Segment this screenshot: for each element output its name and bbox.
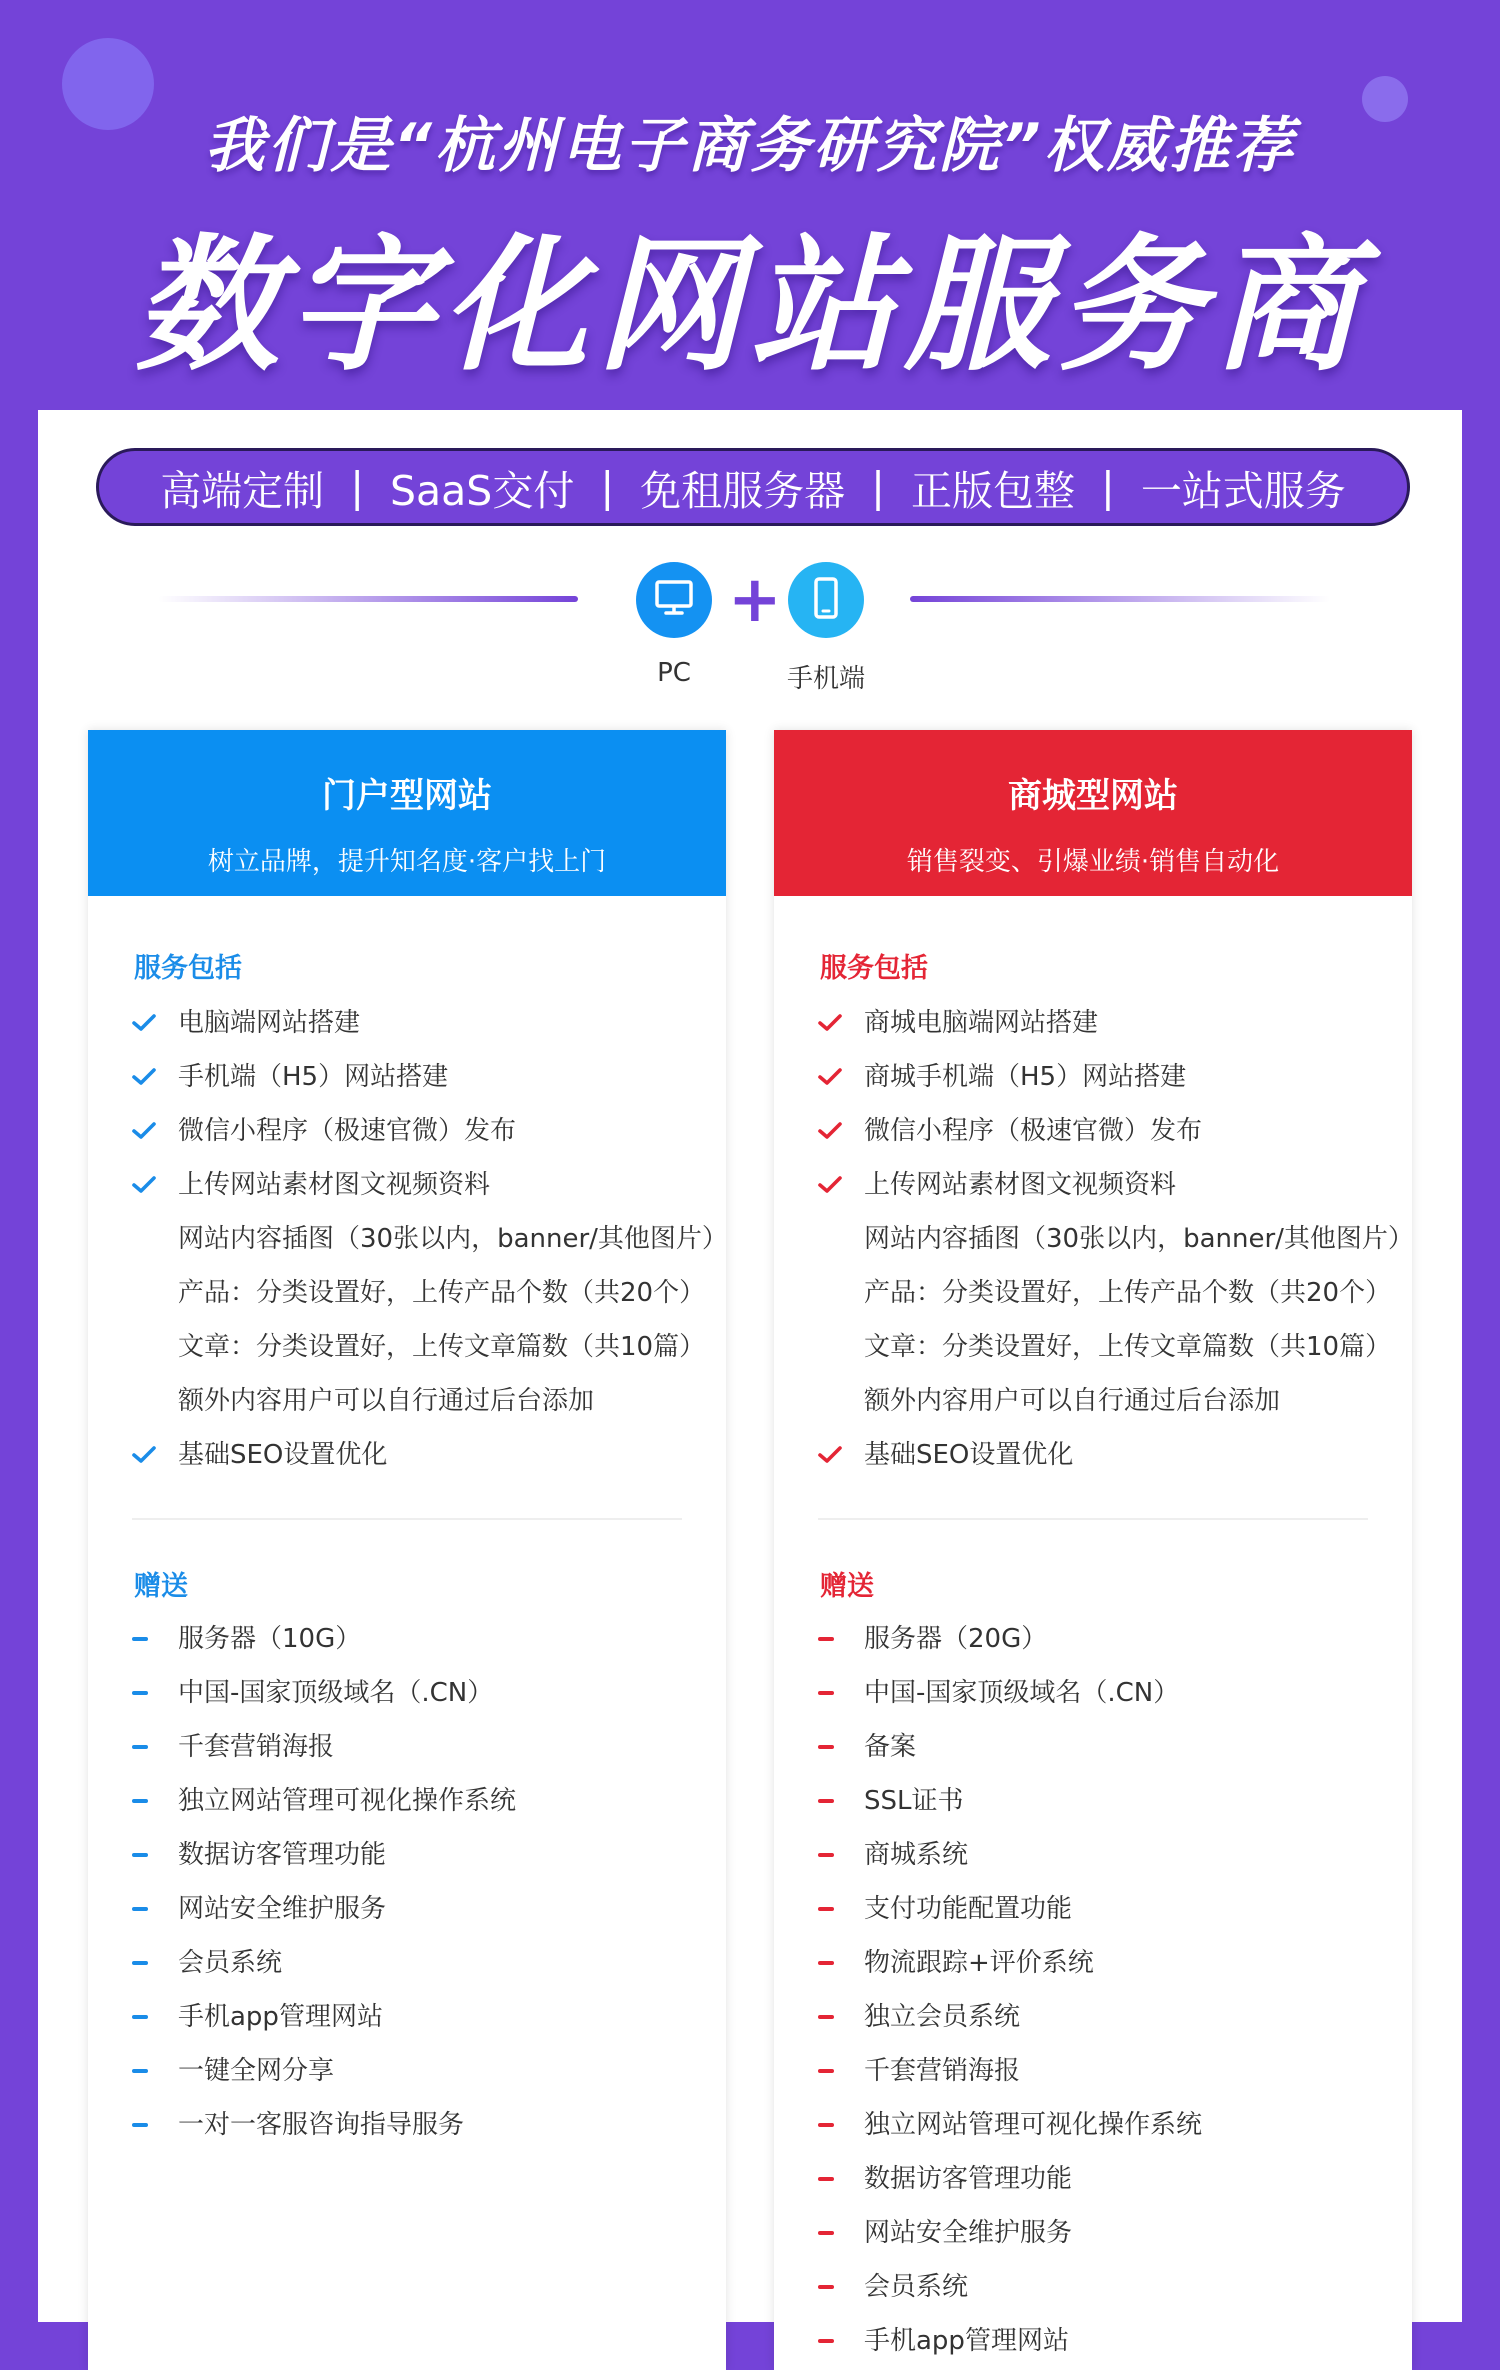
gift-item-text: 独立网站管理可视化操作系统: [178, 1786, 517, 1816]
gift-item-text: 数据访客管理功能: [178, 1840, 387, 1870]
gift-item: [132, 1612, 712, 1666]
service-item: [818, 1428, 1398, 1482]
dash-icon: [132, 2098, 162, 2152]
gift-item: [818, 1720, 1398, 1774]
gift-item: [818, 2044, 1398, 2098]
dash-mark: [818, 2069, 834, 2073]
gift-item: [132, 1720, 712, 1774]
dash-icon: [132, 2044, 162, 2098]
gift-item: [818, 1774, 1398, 1828]
gift-item-text: 独立网站管理可视化操作系统: [864, 2110, 1203, 2140]
gift-item-text: 独立会员系统: [864, 2002, 1021, 2032]
gift-item: [132, 2044, 712, 2098]
gift-item-text: 支付功能配置功能: [864, 1894, 1073, 1924]
dash-mark: [818, 2015, 834, 2019]
service-item-text: 手机端（H5）网站搭建: [178, 1062, 449, 1092]
dash-mark: [818, 2285, 834, 2289]
monitor-icon: [654, 579, 694, 621]
gift-item: [818, 1882, 1398, 1936]
gift-item-text: SSL证书: [864, 1786, 964, 1816]
mall-card-header: [774, 730, 1412, 896]
gift-item-text: 会员系统: [864, 2272, 969, 2302]
service-item-text: 产品：分类设置好，上传产品个数（共20个）: [178, 1278, 706, 1308]
gift-item-text: 千套营销海报: [864, 2056, 1021, 2086]
dash-mark: [132, 1745, 148, 1749]
dash-icon: [132, 1666, 162, 1720]
mall-gifts-list: [818, 1612, 1398, 2368]
gift-item: [818, 2098, 1398, 2152]
service-item: [132, 996, 712, 1050]
dash-mark: [818, 2123, 834, 2127]
checkmark-icon: [132, 1050, 162, 1104]
dash-icon: [818, 1990, 848, 2044]
service-item: [132, 1374, 712, 1428]
service-item: [818, 1158, 1398, 1212]
gift-item-text: 一键全网分享: [178, 2056, 335, 2086]
dash-icon: [132, 1990, 162, 2044]
service-item: [818, 1266, 1398, 1320]
mobile-label: 手机端: [786, 664, 865, 694]
dash-mark: [132, 2015, 148, 2019]
dash-icon: [818, 1936, 848, 1990]
dash-icon: [132, 1936, 162, 1990]
gift-item: [818, 2260, 1398, 2314]
checkmark-icon: [132, 996, 162, 1050]
portal-website-card: [88, 730, 726, 2370]
dash-mark: [818, 1853, 834, 1857]
dash-mark: [132, 2123, 148, 2127]
gift-item-text: 会员系统: [178, 1948, 283, 1978]
dash-icon: [818, 1612, 848, 1666]
portal-services-heading: 服务包括: [134, 953, 242, 984]
service-item: [132, 1320, 712, 1374]
service-item: [132, 1050, 712, 1104]
portal-card-header: [88, 730, 726, 896]
gift-item: [818, 1990, 1398, 2044]
gift-item: [818, 2206, 1398, 2260]
service-item: [818, 1104, 1398, 1158]
mobile-device-badge: [788, 562, 864, 638]
dash-icon: [818, 1720, 848, 1774]
dash-mark: [818, 2339, 834, 2343]
checkmark-icon: [818, 1428, 848, 1482]
gift-item-text: 千套营销海报: [178, 1732, 335, 1762]
checkmark-icon: [132, 1104, 162, 1158]
service-item: [818, 1320, 1398, 1374]
service-item-text: 额外内容用户可以自行通过后台添加: [178, 1386, 595, 1416]
plus-sign: +: [728, 563, 782, 637]
gift-item-text: 手机app管理网站: [864, 2326, 1069, 2356]
gift-item: [132, 2098, 712, 2152]
mall-gifts-heading: 赠送: [820, 1571, 874, 1602]
dash-icon: [818, 1774, 848, 1828]
gift-item: [818, 2152, 1398, 2206]
checkmark-icon: [818, 1104, 848, 1158]
service-item-text: 网站内容插图（30张以内，banner/其他图片）: [178, 1224, 728, 1254]
gift-item-text: 中国-国家顶级域名（.CN）: [864, 1678, 1180, 1708]
dash-icon: [132, 1828, 162, 1882]
feature-item: 正版包整: [910, 466, 1075, 515]
service-item-text: 商城电脑端网站搭建: [864, 1008, 1099, 1038]
gift-item-text: 中国-国家顶级域名（.CN）: [178, 1678, 494, 1708]
dash-icon: [818, 2098, 848, 2152]
hero-title: 数字化网站服务商: [134, 221, 1366, 391]
checkmark-icon: [818, 1158, 848, 1212]
mall-website-card: [774, 730, 1412, 2370]
dash-mark: [818, 1907, 834, 1911]
dash-icon: [818, 1828, 848, 1882]
decorative-line-left: [158, 596, 578, 602]
checkmark-icon: [132, 1158, 162, 1212]
service-item-text: 文章：分类设置好，上传文章篇数（共10篇）: [178, 1332, 706, 1362]
feature-separator: |: [600, 463, 615, 511]
portal-card-title: 门户型网站: [322, 776, 492, 816]
content-panel: [38, 410, 1462, 2356]
gift-item: [132, 1990, 712, 2044]
portal-card-tagline: 树立品牌，提升知名度·客户找上门: [207, 847, 607, 877]
dash-mark: [818, 1691, 834, 1695]
gift-item: [818, 2314, 1398, 2368]
service-item: [132, 1158, 712, 1212]
dash-icon: [818, 2260, 848, 2314]
dash-mark: [132, 1853, 148, 1857]
dash-mark: [818, 1961, 834, 1965]
feature-item: 一站式服务: [1140, 466, 1346, 515]
dash-icon: [818, 1666, 848, 1720]
phone-icon: [811, 577, 841, 623]
service-item: [132, 1428, 712, 1482]
gift-item: [132, 1936, 712, 1990]
features-bar: [96, 448, 1410, 526]
feature-item: SaaS交付: [390, 466, 575, 515]
gift-item: [818, 1666, 1398, 1720]
gift-item-text: 服务器（20G）: [864, 1624, 1048, 1654]
dash-mark: [132, 2069, 148, 2073]
feature-separator: |: [350, 463, 365, 511]
checkmark-icon: [818, 996, 848, 1050]
service-item-text: 网站内容插图（30张以内，banner/其他图片）: [864, 1224, 1414, 1254]
gift-item: [818, 1612, 1398, 1666]
feature-separator: |: [871, 463, 885, 511]
dash-mark: [132, 1691, 148, 1695]
gift-item: [818, 1936, 1398, 1990]
service-item-text: 产品：分类设置好，上传产品个数（共20个）: [864, 1278, 1392, 1308]
feature-separator: |: [1100, 463, 1115, 511]
gift-item: [132, 1828, 712, 1882]
dash-mark: [818, 1745, 834, 1749]
dash-icon: [818, 1882, 848, 1936]
service-item: [132, 1266, 712, 1320]
gift-item-text: 服务器（10G）: [178, 1624, 362, 1654]
service-item: [818, 996, 1398, 1050]
service-item-text: 基础SEO设置优化: [178, 1440, 388, 1470]
service-item: [132, 1104, 712, 1158]
pc-label: PC: [657, 658, 691, 688]
service-item: [818, 1212, 1414, 1266]
dash-icon: [818, 2044, 848, 2098]
gift-item-text: 数据访客管理功能: [864, 2164, 1073, 2194]
service-item-text: 基础SEO设置优化: [864, 1440, 1074, 1470]
dash-icon: [818, 2314, 848, 2368]
gift-item-text: 网站安全维护服务: [864, 2218, 1073, 2248]
gift-item: [132, 1774, 712, 1828]
service-item-text: 额外内容用户可以自行通过后台添加: [864, 1386, 1281, 1416]
gift-item: [132, 1882, 712, 1936]
feature-item: 高端定制: [160, 466, 325, 515]
dash-icon: [132, 1882, 162, 1936]
section-divider: [818, 1518, 1368, 1520]
dash-mark: [132, 1907, 148, 1911]
dash-icon: [818, 2206, 848, 2260]
dash-mark: [818, 1637, 834, 1641]
dash-icon: [132, 1774, 162, 1828]
gift-item-text: 物流跟踪+评价系统: [864, 1948, 1094, 1978]
gift-item-text: 一对一客服咨询指导服务: [178, 2110, 465, 2140]
dash-mark: [818, 2177, 834, 2181]
service-item-text: 文章：分类设置好，上传文章篇数（共10篇）: [864, 1332, 1392, 1362]
checkmark-icon: [132, 1428, 162, 1482]
mall-card-tagline: 销售裂变、引爆业绩·销售自动化: [906, 847, 1280, 877]
mall-card-title: 商城型网站: [1008, 776, 1178, 816]
pc-device-badge: [636, 562, 712, 638]
service-item-text: 微信小程序（极速官微）发布: [864, 1116, 1203, 1146]
service-item-text: 上传网站素材图文视频资料: [178, 1170, 491, 1200]
dash-mark: [132, 1961, 148, 1965]
service-item-text: 电脑端网站搭建: [178, 1008, 361, 1038]
feature-item: 免租服务器: [640, 466, 846, 515]
service-item-text: 微信小程序（极速官微）发布: [178, 1116, 517, 1146]
section-divider: [132, 1518, 682, 1520]
portal-gifts-heading: 赠送: [134, 1571, 188, 1602]
dash-mark: [818, 2231, 834, 2235]
mall-services-list: [818, 996, 1414, 1482]
gift-item: [818, 1828, 1398, 1882]
gift-item-text: 备案: [864, 1732, 917, 1762]
service-item: [132, 1212, 728, 1266]
dash-mark: [818, 1799, 834, 1803]
dash-icon: [818, 2152, 848, 2206]
dash-mark: [132, 1637, 148, 1641]
decorative-line-right: [910, 596, 1330, 602]
service-item: [818, 1050, 1398, 1104]
dash-icon: [132, 1720, 162, 1774]
checkmark-icon: [818, 1050, 848, 1104]
dash-mark: [132, 1799, 148, 1803]
hero-subtitle: 我们是“杭州电子商务研究院”权威推荐: [204, 111, 1296, 181]
service-item-text: 商城手机端（H5）网站搭建: [864, 1062, 1187, 1092]
mall-services-heading: 服务包括: [820, 953, 928, 984]
gift-item-text: 商城系统: [864, 1840, 969, 1870]
portal-services-list: [132, 996, 728, 1482]
dash-icon: [132, 1612, 162, 1666]
gift-item: [132, 1666, 712, 1720]
service-item-text: 上传网站素材图文视频资料: [864, 1170, 1177, 1200]
gift-item-text: 网站安全维护服务: [178, 1894, 387, 1924]
portal-gifts-list: [132, 1612, 712, 2152]
gift-item-text: 手机app管理网站: [178, 2002, 383, 2032]
service-item: [818, 1374, 1398, 1428]
